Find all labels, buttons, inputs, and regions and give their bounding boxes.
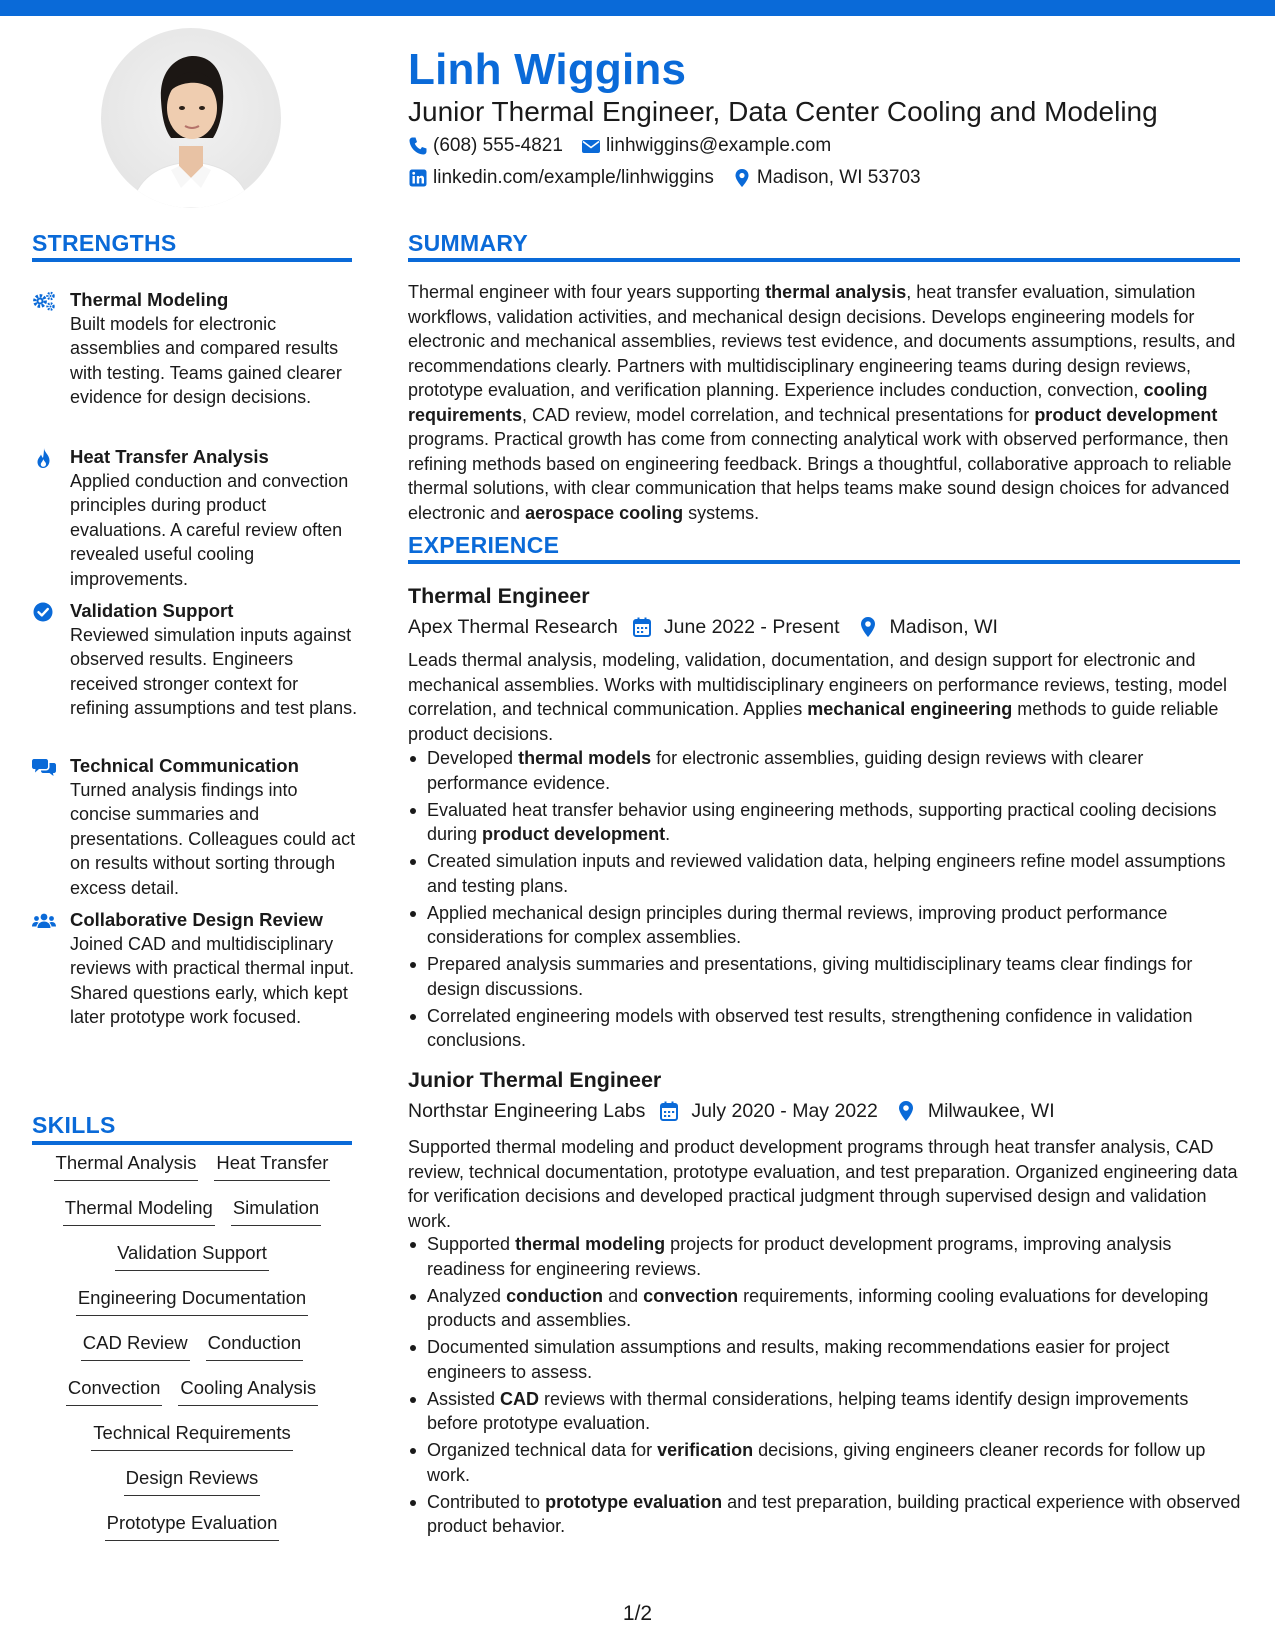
- job-title: Thermal Engineer: [408, 584, 590, 608]
- skill-tag: Conduction: [206, 1330, 304, 1361]
- strength-title: Technical Communication: [70, 755, 299, 776]
- strengths-heading: STRENGTHS: [32, 230, 177, 256]
- bold-keyword: convection: [643, 1285, 739, 1306]
- skill-tag: Thermal Modeling: [63, 1195, 215, 1226]
- bullet-item: Evaluated heat transfer behavior using engineering methods, supporting practical cooling decisions during product development.: [408, 798, 1243, 847]
- company-name: Apex Thermal Research: [408, 616, 618, 638]
- job-meta: [408, 614, 998, 640]
- summary-text: Thermal engineer with four years supporting thermal analysis, heat transfer evaluation, simulation workflows, validation activities, and mechanical design decisions. Develops engineering models for electronic and mechanical assemblies, reviews test evidence, and documents assumptions, results, and recommendations clearly. Partners with multidisciplinary engineering teams during design reviews, prototype evaluation, and verification planning. Experience includes conduction, convection, cooling requirements, CAD review, model correlation, and technical presentations for product development programs. Practical growth has come from connecting analytical work with observed performance, then refining methods based on engineering feedback. Brings a thoughtful, collaborative approach to reliable thermal solutions, with clear communication that helps teams make sound design choices for advanced electronic and aerospace cooling systems.: [408, 282, 1236, 523]
- bullet-item: Developed thermal models for electronic assemblies, guiding design reviews with clearer performance evidence.: [408, 746, 1243, 795]
- map-pin-icon: [732, 168, 752, 188]
- users-icon: [32, 910, 56, 932]
- strength-title: Collaborative Design Review: [70, 909, 323, 930]
- bullet-item: Assisted CAD reviews with thermal considerations, helping teams identify design improvements before prototype evaluation.: [408, 1387, 1243, 1436]
- strength-description: Reviewed simulation inputs against observed results. Engineers received stronger context for refining assumptions and test plans.: [70, 625, 358, 719]
- map-pin-icon: [858, 616, 878, 638]
- bold-keyword: prototype evaluation: [545, 1491, 723, 1512]
- job-description: Leads thermal analysis, modeling, validation, documentation, and design support for electronic and mechanical assemblies. Works with multidisciplinary engineers on performance reviews, testing, model correlation, and technical communication. Applies mechanical engineering methods to guide reliable product decisions.: [408, 650, 1228, 744]
- job-bullets: [408, 746, 1243, 1055]
- bold-keyword: aerospace cooling: [525, 502, 684, 523]
- job-bullets: [408, 1232, 1243, 1541]
- check-circle-icon: [32, 601, 56, 623]
- summary-rule: [408, 258, 1240, 262]
- bold-keyword: thermal models: [518, 748, 652, 768]
- strength-description: Joined CAD and multidisciplinary reviews with practical thermal input. Shared questions early, which kept later prototype work focused.: [70, 934, 355, 1028]
- bullet-item: Correlated engineering models with observed test results, strengthening confidence in validation conclusions.: [408, 1004, 1243, 1053]
- bold-keyword: cooling requirements: [408, 380, 1208, 425]
- job-location: Madison, WI: [889, 616, 998, 638]
- skill-row: [32, 1420, 352, 1465]
- skill-tag: Design Reviews: [124, 1465, 261, 1496]
- skill-row: [32, 1195, 352, 1240]
- bullet-item: Created simulation inputs and reviewed validation data, helping engineers refine model assumptions and testing plans.: [408, 849, 1243, 898]
- chat-icon: [32, 756, 56, 778]
- skills-list: [32, 1150, 352, 1555]
- skill-tag: Cooling Analysis: [178, 1375, 318, 1406]
- skill-tag: Technical Requirements: [91, 1420, 292, 1451]
- map-pin-icon: [896, 1100, 916, 1122]
- gears-icon: [32, 290, 56, 312]
- contact-row-2: [408, 166, 939, 190]
- bullet-item: Supported thermal modeling projects for product development programs, improving analysis readiness for engineering reviews.: [408, 1232, 1243, 1281]
- skill-row: [32, 1150, 352, 1195]
- summary-heading: SUMMARY: [408, 230, 529, 256]
- top-accent-bar: [0, 0, 1275, 16]
- strengths-rule: [32, 258, 352, 262]
- strength-description: Built models for electronic assemblies and compared results with testing. Teams gained clearer evidence for design decisions.: [70, 314, 342, 408]
- bold-keyword: CAD: [500, 1388, 540, 1409]
- bold-keyword: thermal analysis: [765, 282, 907, 302]
- person-portrait-icon: [101, 28, 281, 208]
- skill-row: [32, 1240, 352, 1285]
- job-location: Milwaukee, WI: [927, 1100, 1055, 1122]
- envelope-icon: [581, 136, 601, 156]
- location-text: Madison, WI 53703: [756, 167, 921, 188]
- phone-contact: [408, 134, 563, 158]
- candidate-name: Linh Wiggins: [408, 45, 687, 94]
- job-dates: July 2020 - May 2022: [691, 1100, 878, 1122]
- linkedin-url[interactable]: linkedin.com/example/linhwiggins: [433, 167, 714, 188]
- bold-keyword: mechanical engineering: [807, 699, 1013, 719]
- skills-heading: SKILLS: [32, 1112, 116, 1138]
- strength-title: Thermal Modeling: [70, 289, 229, 310]
- bullet-item: Applied mechanical design principles during thermal reviews, improving product performance considerations for complex assemblies.: [408, 901, 1243, 950]
- job-description: Supported thermal modeling and product development programs through heat transfer analysis, CAD review, technical documentation, prototype evaluation, and test preparation. Organized engineering data for verification decisions and developed practical judgment through supervised design and validation work.: [408, 1137, 1238, 1231]
- bullet-item: Documented simulation assumptions and results, making recommendations easier for project engineers to assess.: [408, 1335, 1243, 1384]
- bold-keyword: product development: [482, 824, 666, 844]
- skill-tag: Heat Transfer: [214, 1150, 330, 1181]
- linkedin-icon: [408, 168, 428, 188]
- calendar-icon: [632, 616, 652, 638]
- experience-rule: [408, 560, 1240, 564]
- bold-keyword: verification: [657, 1440, 754, 1460]
- bold-keyword: thermal modeling: [515, 1234, 666, 1254]
- skills-rule: [32, 1141, 352, 1145]
- skill-row: [32, 1330, 352, 1375]
- profile-photo: [101, 28, 281, 208]
- contact-row-1: [408, 134, 849, 158]
- skill-tag: Convection: [66, 1375, 163, 1406]
- email-contact[interactable]: [581, 134, 831, 158]
- skill-row: [32, 1375, 352, 1420]
- strength-description: Turned analysis findings into concise summaries and presentations. Colleagues could act on results without sorting through excess detail.: [70, 780, 356, 898]
- skill-tag: Simulation: [231, 1195, 321, 1226]
- skill-tag: Validation Support: [115, 1240, 269, 1271]
- strength-title: Heat Transfer Analysis: [70, 446, 269, 467]
- bold-keyword: conduction: [506, 1285, 604, 1306]
- skill-row: [32, 1465, 352, 1510]
- skill-tag: Engineering Documentation: [76, 1285, 308, 1316]
- job-title: Junior Thermal Engineer: [408, 1068, 662, 1092]
- company-name: Northstar Engineering Labs: [408, 1100, 646, 1122]
- linkedin-contact[interactable]: [408, 166, 714, 190]
- email-address[interactable]: linhwiggins@example.com: [605, 135, 832, 156]
- bullet-item: Analyzed conduction and convection requirements, informing cooling evaluations for developing products and assemblies.: [408, 1284, 1243, 1333]
- flame-icon: [32, 447, 56, 469]
- skill-tag: CAD Review: [81, 1330, 190, 1361]
- skill-tag: Thermal Analysis: [54, 1150, 199, 1181]
- experience-heading: EXPERIENCE: [408, 532, 560, 558]
- location-contact: [732, 166, 921, 190]
- skill-row: [32, 1510, 352, 1555]
- strength-description: Applied conduction and convection principles during product evaluations. A careful review often revealed useful cooling improvements.: [70, 471, 349, 589]
- candidate-title: Junior Thermal Engineer, Data Center Cooling and Modeling: [408, 96, 1158, 127]
- bullet-item: Contributed to prototype evaluation and test preparation, building practical experience with observed product behavior.: [408, 1490, 1243, 1539]
- phone-number: (608) 555-4821: [433, 135, 563, 156]
- strength-title: Validation Support: [70, 600, 234, 621]
- bullet-item: Organized technical data for verification decisions, giving engineers cleaner records for follow up work.: [408, 1438, 1243, 1487]
- skill-row: [32, 1285, 352, 1330]
- job-meta: [408, 1098, 1055, 1124]
- job-dates: June 2022 - Present: [663, 616, 840, 638]
- calendar-icon: [659, 1100, 679, 1122]
- bold-keyword: product development: [1034, 404, 1218, 425]
- page-number: 1/2: [622, 1602, 653, 1625]
- skill-tag: Prototype Evaluation: [105, 1510, 280, 1541]
- bullet-item: Prepared analysis summaries and presentations, giving multidisciplinary teams clear findings for design discussions.: [408, 952, 1243, 1001]
- phone-icon: [408, 136, 428, 156]
